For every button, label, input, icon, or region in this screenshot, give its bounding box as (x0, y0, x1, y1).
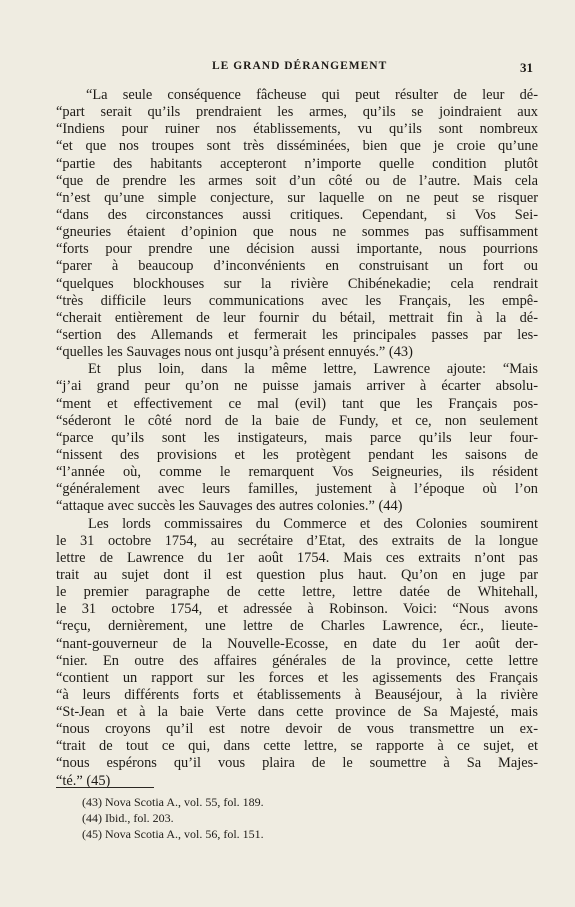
body-line: “sertion des Allemands et fermerait les principales passes par les- (56, 326, 538, 343)
body-line: “Indiens pour ruiner nos établissements, vu qu’ils sont nombreux (56, 121, 538, 138)
body-line: “j’ai grand peur qu’on ne puisse jamais arriver à écarter absolu- (56, 378, 538, 395)
footnote-43: (43) Nova Scotia A., vol. 55, fol. 189. (82, 795, 264, 809)
body-line: “St-Jean et à la baie Verte dans cette province de Sa Majesté, mais (56, 704, 538, 721)
body-line: le premier paragraphe de cette lettre, lettre datée de Whitehall, (56, 584, 538, 601)
body-line: “trait de tout ce qui, dans cette lettre, se rapporte à ce sujet, et (56, 738, 538, 755)
body-line: “parer à beaucoup d’inconvénients en construisant un fort ou (56, 258, 538, 275)
footnote-45: (45) Nova Scotia A., vol. 56, fol. 151. (82, 827, 264, 841)
body-line: “nous croyons qu’il est notre devoir de vous transmettre un ex- (56, 721, 538, 738)
body-line: “ment et effectivement ce mal (evil) tant que les Français pos- (56, 395, 538, 412)
footnotes (82, 794, 264, 842)
body-line: “reçu, dernièrement, une lettre de Charles Lawrence, écr., lieute- (56, 618, 538, 635)
body-line: Les lords commissaires du Commerce et des Colonies soumirent (88, 515, 538, 532)
body-line: “n’est qu’une simple conjecture, sur laquelle on ne peut se risquer (56, 189, 538, 206)
body-line: le 31 octobre 1754, et adressée à Robinson. Voici: “Nous avons (56, 601, 538, 618)
body-line: “à leurs différents forts et établissements à Beauséjour, à la rivière (56, 686, 538, 703)
body-line: “parce qu’ils sont les instigateurs, mais parce qu’ils leur four- (56, 429, 538, 446)
body-line: “attaque avec succès les Sauvages des autres colonies.” (44) (56, 498, 403, 515)
body-line: “gneuries étaient d’opinion que nous ne sommes pas suffisamment (56, 224, 538, 241)
body-line: Et plus loin, dans la même lettre, Lawrence ajoute: “Mais (88, 361, 538, 378)
body-line: “nissent des provisions et les protègent pendant les saisons de (56, 446, 538, 463)
body-line: “nous espérons qu’il vous plaira de le soumettre à Sa Majes- (56, 755, 538, 772)
body-line: trait au sujet dont il est question plus haut. Qu’on en juge par (56, 566, 538, 583)
footnote-divider (56, 787, 154, 788)
body-line: “té.” (45) (56, 772, 111, 789)
body-line: lettre de Lawrence du 1er août 1754. Mais ces extraits n’ont pas (56, 549, 538, 566)
body-line: “dans des circonstances aussi critiques. Cependant, si Vos Sei- (56, 206, 538, 223)
body-line: “nant-gouverneur de la Nouvelle-Ecosse, en date du 1er août der- (56, 635, 538, 652)
body-line: “cherait entièrement de leur fournir du bétail, mettrait fin à la dé- (56, 309, 538, 326)
footnote-44: (44) Ibid., fol. 203. (82, 811, 174, 825)
body-line: “forts pour prendre une décision aussi importante, nous pourrions (56, 241, 538, 258)
body-text (56, 87, 538, 790)
body-line: “que de prendre les armes soit d’un côté ou de l’autre. Mais cela (56, 172, 538, 189)
body-line: “partie des habitants accepteront n’importe quelle condition plutôt (56, 155, 538, 172)
body-line: “contient un rapport sur les forces et les agissements des Français (56, 669, 538, 686)
body-line: “quelques blockhouses sur la rivière Chibénekadie; cela rendrait (56, 275, 538, 292)
page-number: 31 (520, 60, 533, 75)
body-line: “nier. En outre des affaires générales de la province, cette lettre (56, 652, 538, 669)
body-line: “et que nos troupes sont très disséminées, bien que je croie qu’une (56, 138, 538, 155)
running-title: LE GRAND DÉRANGEMENT (212, 60, 388, 72)
body-line: “séderont le côté nord de la baie de Fundy, et ce, non seulement (56, 412, 538, 429)
body-line: “généralement avec leurs familles, justement à l’époque où l’on (56, 481, 538, 498)
body-line: “part serait qu’ils prendraient les armes, qu’ils se joindraient aux (56, 104, 538, 121)
body-line: “l’année où, comme le remarquent Vos Seigneuries, ils résident (56, 464, 538, 481)
body-line: “quelles les Sauvages nous ont jusqu’à présent ennuyés.” (43) (56, 344, 413, 361)
body-line: “La seule conséquence fâcheuse qui peut résulter de leur dé- (86, 87, 538, 103)
body-line: le 31 octobre 1754, au secrétaire d’Etat, des extraits de la longue (56, 532, 538, 549)
body-line: “très difficile leurs communications avec les Français, les empê- (56, 292, 538, 309)
